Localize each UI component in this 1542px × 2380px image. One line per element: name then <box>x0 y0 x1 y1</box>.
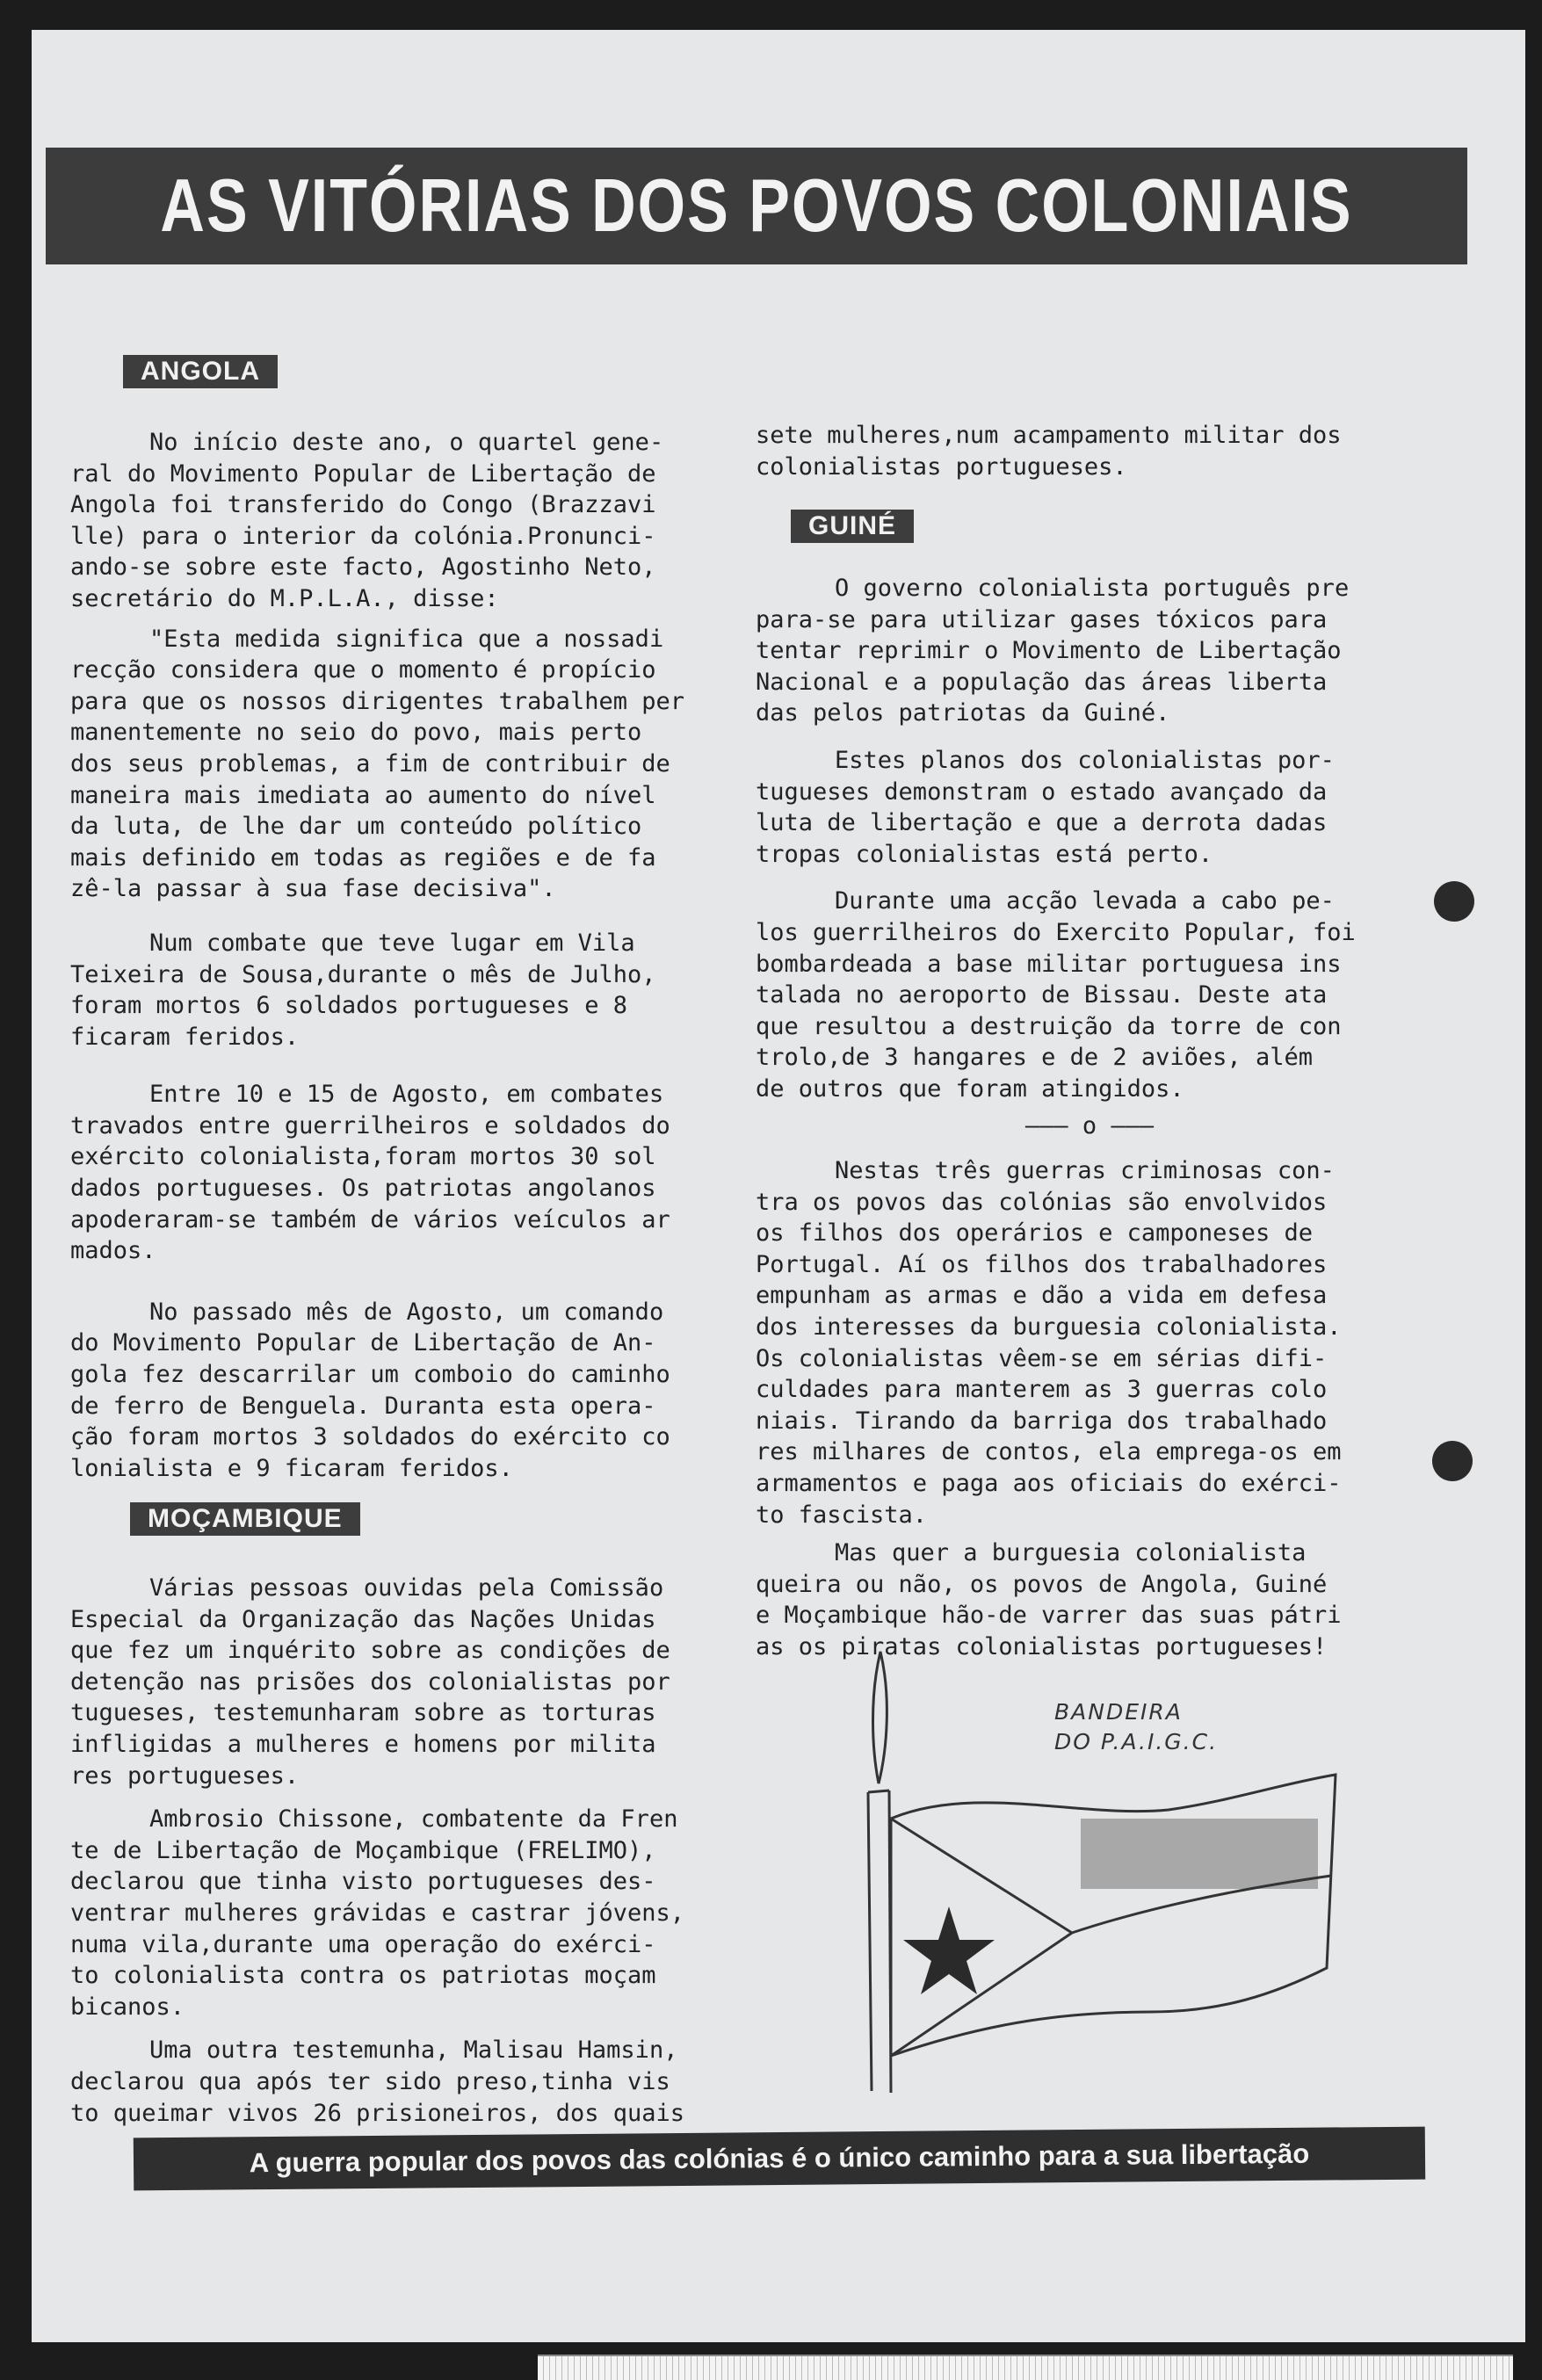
text-line: to fascista. <box>756 1501 928 1529</box>
closing-paragraph-1 <box>756 1155 1423 1530</box>
text-line: queira ou não, os povos de Angola, Guiné <box>756 1570 1328 1598</box>
text-line: Portugal. Aí os filhos dos trabalhadores <box>756 1250 1328 1278</box>
text-line: mais definido em todas as regiões e de fa <box>70 843 656 872</box>
text-line: "Esta medida significa que a nossadi <box>149 625 664 653</box>
text-line: sete mulheres,num acampamento militar dos <box>756 422 1342 449</box>
footer-banner <box>134 2127 1425 2191</box>
text-line: recção considera que o momento é propício <box>70 656 656 684</box>
text-line: ventrar mulheres grávidas e castrar jóvens, <box>70 1899 684 1927</box>
punch-hole-bottom <box>1432 1441 1473 1481</box>
text-line: das pelos patriotas da Guiné. <box>756 699 1170 727</box>
text-line: declarou qua após ter sido preso,tinha vis <box>70 2067 670 2095</box>
text-line: Nestas três guerras criminosas con- <box>835 1157 1335 1185</box>
text-line: Ambrosio Chissone, combatente da Fren <box>149 1805 678 1834</box>
separator: ——— o ——— <box>1024 1111 1155 1139</box>
text-line: zê-la passar à sua fase decisiva". <box>70 875 556 903</box>
text-line: Teixeira de Sousa,durante o mês de Julho, <box>70 960 656 988</box>
text-line: infligidas a mulheres e homens por milita <box>70 1730 656 1758</box>
text-line: trolo,de 3 hangares e de 2 aviões, além <box>756 1044 1313 1072</box>
text-line: niais. Tirando da barriga dos trabalhado <box>756 1407 1328 1435</box>
mocambique-paragraph-3 <box>70 2035 747 2129</box>
text-line: los guerrilheiros do Exercito Popular, foi <box>756 918 1356 946</box>
angola-quote <box>70 624 747 905</box>
text-line: que resultou a destruição da torre de con <box>756 1012 1342 1040</box>
text-line: talada no aeroporto de Bissau. Deste ata <box>756 981 1328 1009</box>
text-line: detenção nas prisões dos colonialistas por <box>70 1667 670 1696</box>
text-line: Nacional e a população das áreas liberta <box>756 668 1328 696</box>
flag-caption-line-1: BANDEIRA <box>1054 1699 1183 1725</box>
text-line: foram mortos 6 soldados portugueses e 8 <box>70 992 627 1020</box>
flag-triangle <box>891 1819 1072 2056</box>
angola-paragraph-1 <box>70 427 747 615</box>
guine-paragraph-2 <box>756 745 1423 870</box>
text-line: maneira mais imediata ao aumento do nível <box>70 781 656 809</box>
text-line: apoderaram-se também de vários veículos ar <box>70 1205 670 1233</box>
text-line: luta de libertação e que a derrota dadas <box>756 809 1328 837</box>
section-heading-mocambique: MOÇAMBIQUE <box>130 1502 360 1536</box>
page-title: AS VITÓRIAS DOS POVOS COLONIAIS <box>160 163 1353 248</box>
text-line: tugueses demonstram o estado avançado da <box>756 778 1328 806</box>
flag-outline <box>891 1775 1336 2056</box>
left-column-mocambique <box>70 1573 747 2129</box>
text-line: lonialista e 9 ficaram feridos. <box>70 1454 513 1482</box>
footer-slogan: A guerra popular dos povos das colónias é o único caminho para a sua libertação <box>249 2138 1310 2179</box>
text-line: ral do Movimento Popular de Libertação de <box>70 459 656 488</box>
text-line: lle) para o interior da colónia.Pronunci- <box>70 522 656 550</box>
flag-caption-line-2: DO P.A.I.G.C. <box>1054 1729 1219 1754</box>
text-line: Num combate que teve lugar em Vila <box>149 929 635 957</box>
continued-paragraph <box>756 420 1423 482</box>
text-line: dos interesses da burguesia colonialista. <box>756 1313 1342 1342</box>
text-line: de ferro de Benguela. Duranta esta opera- <box>70 1392 656 1420</box>
text-line: tropas colonialistas está perto. <box>756 840 1213 868</box>
right-column-top <box>756 420 1423 482</box>
text-line: travados entre guerrilheiros e soldados do <box>70 1111 670 1139</box>
text-line: para-se para utilizar gases tóxicos para <box>756 605 1328 633</box>
text-line: ando-se sobre este facto, Agostinho Neto, <box>70 553 656 582</box>
text-line: empunham as armas e dão a vida em defesa <box>756 1282 1328 1310</box>
text-line: tentar reprimir o Movimento de Libertação <box>756 637 1342 665</box>
text-line: os filhos dos operários e camponeses de <box>756 1219 1313 1248</box>
angola-paragraph-4 <box>70 1297 747 1485</box>
text-line: as os piratas colonialistas portugueses! <box>756 1633 1328 1660</box>
section-heading-guine: GUINÉ <box>791 510 914 543</box>
text-line: Várias pessoas ouvidas pela Comissão <box>149 1574 664 1602</box>
text-line: de outros que foram atingidos. <box>756 1074 1184 1103</box>
text-line: para que os nossos dirigentes trabalhem per <box>70 687 684 715</box>
flag-caption <box>1054 1697 1218 1757</box>
text-line: culdades para manterem as 3 guerras colo <box>756 1376 1328 1404</box>
text-line: declarou que tinha visto portugueses des- <box>70 1868 656 1896</box>
right-column <box>756 573 1423 1663</box>
text-line: res portugueses. <box>70 1761 300 1790</box>
text-line: ficaram feridos. <box>70 1023 300 1051</box>
angola-paragraph-3 <box>70 1079 747 1267</box>
text-line: dos seus problemas, a fim de contribuir de <box>70 749 670 778</box>
text-line: dados portugueses. Os patriotas angolanos <box>70 1175 656 1203</box>
section-heading-angola: ANGOLA <box>123 355 278 388</box>
text-line: bombardeada a base militar portuguesa ins <box>756 950 1342 978</box>
text-line: No passado mês de Agosto, um comando <box>149 1298 664 1326</box>
text-line: Os colonialistas vêem-se em sérias difi- <box>756 1344 1328 1372</box>
text-line: que fez um inquérito sobre as condições de <box>70 1637 670 1665</box>
text-line: numa vila,durante uma operação do exérci- <box>70 1930 656 1958</box>
masthead-banner <box>46 148 1467 264</box>
text-line: te de Libertação de Moçambique (FRELIMO), <box>70 1836 656 1864</box>
mocambique-paragraph-2 <box>70 1804 747 2022</box>
left-column <box>70 427 747 1484</box>
text-line: Angola foi transferido do Congo (Brazzavi <box>70 491 656 519</box>
text-line: O governo colonialista português pre <box>835 575 1350 602</box>
star-icon <box>903 1906 995 1994</box>
text-line: Durante uma acção levada a cabo pe- <box>835 887 1335 915</box>
text-line: to colonialista contra os patriotas moçam <box>70 1962 656 1990</box>
text-line: tugueses, testemunharam sobre as torturas <box>70 1699 656 1727</box>
mocambique-paragraph-1 <box>70 1573 747 1791</box>
punch-hole-top <box>1434 881 1474 922</box>
text-line: mados. <box>70 1237 156 1265</box>
text-line: tra os povos das colónias são envolvidos <box>756 1188 1328 1216</box>
spear-tip-icon <box>873 1652 887 1783</box>
text-line: manentemente no seio do povo, mais perto <box>70 719 642 747</box>
text-line: colonialistas portugueses. <box>756 452 1127 481</box>
text-line: Mas quer a burguesia colonialista <box>835 1539 1307 1567</box>
guine-paragraph-1 <box>756 573 1423 729</box>
text-line: gola fez descarrilar um comboio do caminho <box>70 1361 670 1389</box>
measurement-ruler <box>538 2355 1513 2380</box>
text-line: to queimar vivos 26 prisioneiros, dos quais <box>70 2099 684 2127</box>
guine-paragraph-3 <box>756 886 1423 1104</box>
text-line: e Moçambique hão-de varrer das suas pátri <box>756 1602 1342 1630</box>
angola-paragraph-2 <box>70 928 747 1053</box>
flag-pole <box>868 1790 891 2093</box>
text-line: Especial da Organização das Nações Unidas <box>70 1605 656 1633</box>
text-line: ção foram mortos 3 soldados do exército co <box>70 1423 670 1451</box>
text-line: exército colonialista,foram mortos 30 sol <box>70 1143 656 1171</box>
text-line: Estes planos dos colonialistas por- <box>835 746 1335 774</box>
text-line: do Movimento Popular de Libertação de An- <box>70 1329 656 1357</box>
text-line: Entre 10 e 15 de Agosto, em combates <box>149 1081 664 1109</box>
text-line: armamentos e paga aos oficiais do exérci- <box>756 1470 1342 1498</box>
text-line: No início deste ano, o quartel gene- <box>149 429 664 456</box>
text-line: Uma outra testemunha, Malisau Hamsin, <box>149 2036 678 2065</box>
text-line: bicanos. <box>70 1993 185 2021</box>
flag-stripe-stipple <box>1081 1819 1318 1889</box>
text-line: secretário do M.P.L.A., disse: <box>70 584 499 612</box>
text-line: da luta, de lhe dar um conteúdo político <box>70 813 642 841</box>
text-line: res milhares de contos, ela emprega-os em <box>756 1438 1342 1466</box>
